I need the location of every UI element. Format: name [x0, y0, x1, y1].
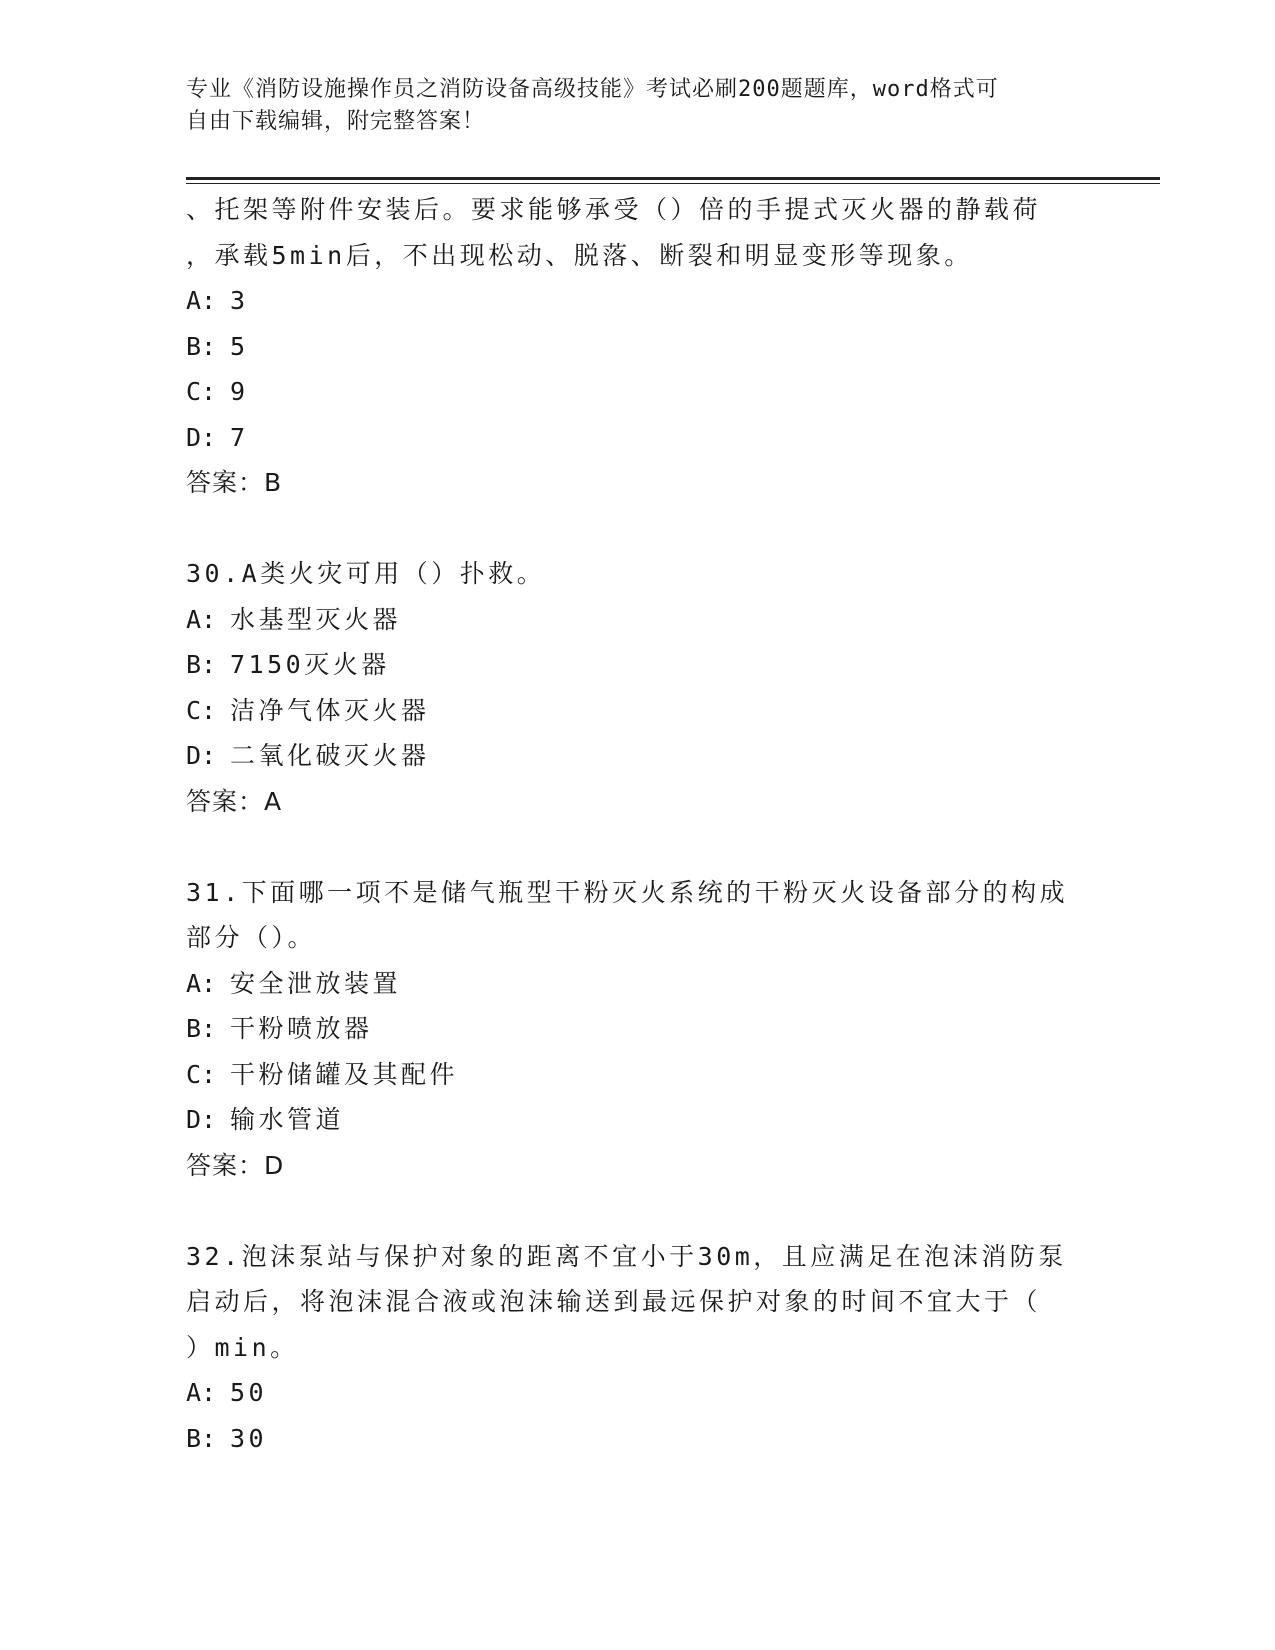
option-label: A: [186, 968, 217, 998]
option-text: 干粉储罐及其配件 [230, 1059, 459, 1089]
header-line-1: 专业《消防设施操作员之消防设备高级技能》考试必刷200题题库，word格式可 [186, 77, 999, 102]
option-b [186, 324, 1086, 370]
header-divider-thick [186, 177, 1160, 180]
option-label: B: [186, 650, 217, 679]
answer: 答案：B [186, 468, 283, 497]
document-header [186, 74, 1066, 138]
option-label: B: [186, 331, 217, 361]
option-a [186, 597, 1086, 643]
answer: 答案：D [186, 1150, 285, 1180]
option-c [186, 369, 1086, 415]
header-divider-thin [186, 183, 1160, 184]
option-text: 9 [230, 377, 249, 406]
option-label: A: [186, 1378, 217, 1407]
option-label: A: [186, 286, 217, 315]
question-29 [186, 187, 1086, 506]
question-31 [186, 870, 1086, 1189]
question-text: ）min。 [186, 1332, 299, 1362]
question-text: 启动后，将泡沫混合液或泡沫输送到最远保护对象的时间不宜大于（ [186, 1287, 1042, 1316]
question-text: 30.A类火灾可用（）扑救。 [186, 559, 546, 588]
question-32 [186, 1234, 1086, 1462]
option-c [186, 1052, 1086, 1098]
option-label: A: [186, 604, 217, 634]
question-30 [186, 551, 1086, 824]
option-d [186, 1097, 1086, 1143]
question-text: 32.泡沫泵站与保护对象的距离不宜小于30m，且应满足在泡沫消防泵 [186, 1241, 1067, 1271]
header-line-2: 自由下载编辑，附完整答案！ [186, 109, 486, 134]
option-a [186, 1370, 1086, 1416]
option-a [186, 961, 1086, 1007]
option-label: C: [186, 695, 217, 725]
option-text: 水基型灭火器 [230, 604, 402, 634]
option-b [186, 1006, 1086, 1052]
option-b [186, 1416, 1086, 1462]
option-text: 安全泄放装置 [230, 968, 402, 998]
option-text: 7150灭火器 [230, 650, 390, 679]
option-text: 干粉喷放器 [230, 1014, 373, 1043]
question-text: 、托架等附件安装后。要求能够承受（）倍的手提式灭火器的静载荷 [186, 195, 1042, 224]
option-text: 7 [230, 422, 249, 452]
option-label: B: [186, 1423, 217, 1453]
option-text: 50 [230, 1378, 268, 1407]
option-text: 5 [230, 331, 249, 361]
option-d [186, 415, 1086, 461]
option-label: D: [186, 422, 217, 452]
option-c [186, 688, 1086, 734]
answer: 答案：A [186, 786, 283, 816]
option-text: 30 [230, 1423, 268, 1453]
option-text: 二氧化破灭火器 [230, 741, 430, 770]
option-b [186, 642, 1086, 688]
question-text: ，承载5min后，不出现松动、脱落、断裂和明显变形等现象。 [186, 240, 973, 270]
option-text: 洁净气体灭火器 [230, 695, 430, 725]
option-label: D: [186, 741, 217, 770]
question-text: 部分（）。 [186, 923, 317, 952]
question-text: 31.下面哪一项不是储气瓶型干粉灭火系统的干粉灭火设备部分的构成 [186, 877, 1069, 907]
option-label: C: [186, 1059, 217, 1089]
option-text: 输水管道 [230, 1105, 345, 1134]
option-label: D: [186, 1105, 217, 1134]
question-list [186, 187, 1086, 1461]
option-d [186, 733, 1086, 779]
option-a [186, 278, 1086, 324]
option-label: B: [186, 1014, 217, 1043]
option-label: C: [186, 377, 217, 406]
option-text: 3 [230, 286, 249, 315]
